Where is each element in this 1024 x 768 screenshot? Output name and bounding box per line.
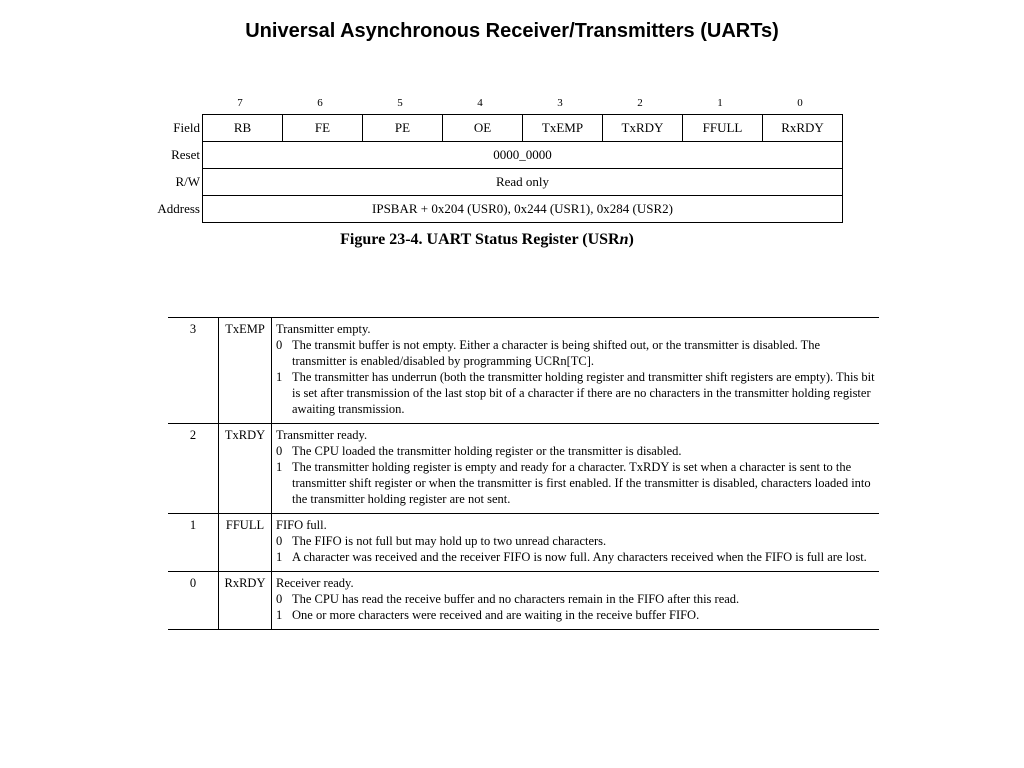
caption-italic: n [619,231,629,248]
option-text: The FIFO is not full but may hold up to two unread characters. [292,534,607,548]
reset-row [130,142,843,169]
option-item [276,369,876,417]
name-cell: TxEMP [219,318,272,424]
description-summary: Receiver ready. [276,576,354,590]
option-value: 0 [276,338,283,352]
option-text: The CPU loaded the transmitter holding register or the transmitter is disabled. [292,444,682,458]
address-row [130,196,843,223]
option-item [276,533,876,549]
caption-suffix: ) [628,231,634,248]
figure-caption [130,231,844,249]
register-table [130,114,843,223]
table-row [168,514,879,572]
bit-cell: 1 [168,514,219,572]
option-value: 0 [276,592,283,606]
option-value: 1 [276,550,283,564]
bit-number-row [200,97,843,111]
row-label-reset: Reset [171,147,200,162]
table-row [168,424,879,514]
name-cell: FFULL [219,514,272,572]
field-description-table [168,317,879,630]
slide-title: Universal Asynchronous Receiver/Transmitters (UARTs) [245,20,779,42]
field-cell-pe: PE [363,115,443,142]
option-value: 0 [276,534,283,548]
option-text: A character was received and the receiver FIFO is now full. Any characters received when the FIFO is full are lost. [292,550,867,564]
option-item [276,337,876,369]
name-cell: TxRDY [219,424,272,514]
option-text: The transmitter holding register is empty and ready for a character. TxRDY is set when a character is sent to the transmitter shift register or when the transmitter is first enabled. If the transmitter is disabled, characters loaded into the transmitter holding register are not sent. [292,460,871,506]
bit-number: 4 [477,97,483,109]
name-cell: RxRDY [219,572,272,630]
option-value: 1 [276,608,283,622]
bit-number: 2 [637,97,643,109]
field-cell-ffull: FFULL [683,115,763,142]
option-item [276,591,876,607]
bit-number: 5 [397,97,403,109]
bit-number: 0 [797,97,803,109]
bit-cell: 2 [168,424,219,514]
description-cell [272,572,880,630]
table-row [168,318,879,424]
option-text: The CPU has read the receive buffer and no characters remain in the FIFO after this read. [292,592,740,606]
option-value: 0 [276,444,283,458]
rw-value: Read only [203,169,843,196]
option-text: One or more characters were received and are waiting in the receive buffer FIFO. [292,608,700,622]
description-cell [272,514,880,572]
caption-prefix: Figure 23-4. UART Status Register (USR [340,231,620,248]
reset-value: 0000_0000 [203,142,843,169]
description-cell [272,318,880,424]
option-item [276,607,876,623]
description-summary: FIFO full. [276,518,327,532]
bit-number: 7 [237,97,243,109]
option-value: 1 [276,370,283,384]
address-value: IPSBAR + 0x204 (USR0), 0x244 (USR1), 0x284 (USR2) [203,196,843,223]
option-value: 1 [276,460,283,474]
row-label-field: Field [173,120,200,135]
bit-number: 3 [557,97,563,109]
field-cell-txrdy: TxRDY [603,115,683,142]
field-cell-rb: RB [203,115,283,142]
table-row [168,572,879,630]
bit-number: 1 [717,97,723,109]
option-item [276,459,876,507]
option-text: The transmit buffer is not empty. Either a character is being shifted out, or the transmitter is disabled. The transmitter is enabled/disabled by programming UCRn[TC]. [292,338,821,368]
option-item [276,443,876,459]
description-cell [272,424,880,514]
rw-row [130,169,843,196]
field-cell-oe: OE [443,115,523,142]
field-cell-rxrdy: RxRDY [763,115,843,142]
field-cell-txemp: TxEMP [523,115,603,142]
row-label-rw: R/W [175,174,200,189]
option-text: The transmitter has underrun (both the transmitter holding register and transmitter shift registers are empty). This bit is set after transmission of the last stop bit of a character if there are no characters in the transmitter holding register awaiting transmission. [292,370,875,416]
option-item [276,549,876,565]
row-label-address: Address [157,201,200,216]
description-summary: Transmitter empty. [276,322,371,336]
field-cell-fe: FE [283,115,363,142]
bit-cell: 3 [168,318,219,424]
description-summary: Transmitter ready. [276,428,368,442]
field-row [130,115,843,142]
bit-number: 6 [317,97,323,109]
bit-cell: 0 [168,572,219,630]
